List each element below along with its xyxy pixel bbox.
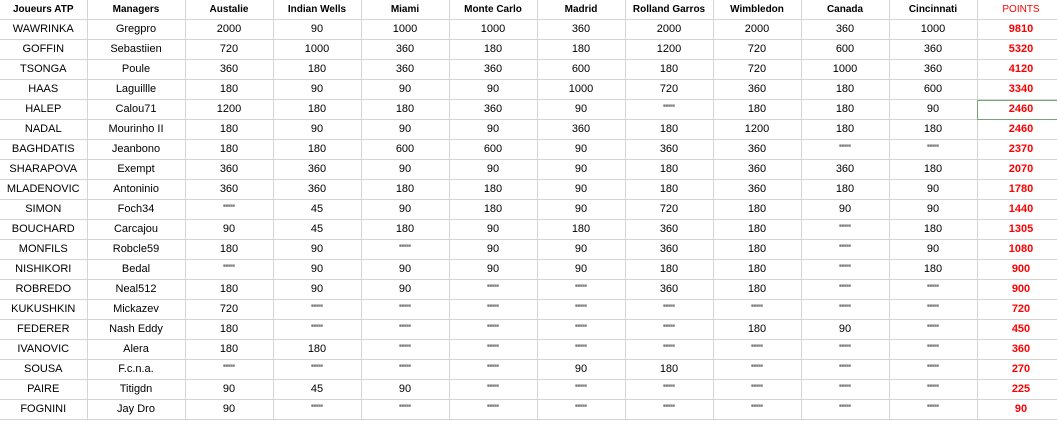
cell-player[interactable]: SOUSA: [0, 360, 87, 380]
cell-cincinnati[interactable]: 360: [889, 60, 977, 80]
cell-monte-carlo[interactable]: """: [449, 300, 537, 320]
cell-manager[interactable]: Exempt: [87, 160, 185, 180]
cell-miami[interactable]: 90: [361, 280, 449, 300]
cell-manager[interactable]: Neal512: [87, 280, 185, 300]
cell-manager[interactable]: Mickazev: [87, 300, 185, 320]
cell-miami[interactable]: """: [361, 320, 449, 340]
header-cell-roland-garros[interactable]: Rolland Garros: [625, 0, 713, 20]
cell-miami[interactable]: 360: [361, 40, 449, 60]
cell-indian-wells[interactable]: 360: [273, 180, 361, 200]
cell-madrid[interactable]: 90: [537, 160, 625, 180]
cell-player[interactable]: BOUCHARD: [0, 220, 87, 240]
header-cell-cincinnati[interactable]: Cincinnati: [889, 0, 977, 20]
header-cell-wimbledon[interactable]: Wimbledon: [713, 0, 801, 20]
cell-manager[interactable]: Jeanbono: [87, 140, 185, 160]
cell-player[interactable]: MLADENOVIC: [0, 180, 87, 200]
header-cell-points[interactable]: POINTS: [977, 0, 1057, 20]
cell-wimbledon[interactable]: 180: [713, 100, 801, 120]
cell-roland-garros[interactable]: """: [625, 300, 713, 320]
cell-manager[interactable]: Laguillle: [87, 80, 185, 100]
cell-wimbledon[interactable]: 180: [713, 320, 801, 340]
cell-australie[interactable]: 360: [185, 160, 273, 180]
cell-miami[interactable]: 1000: [361, 20, 449, 40]
cell-madrid[interactable]: 90: [537, 100, 625, 120]
cell-miami[interactable]: 180: [361, 100, 449, 120]
header-cell-miami[interactable]: Miami: [361, 0, 449, 20]
header-cell-player[interactable]: Joueurs ATP: [0, 0, 87, 20]
cell-wimbledon[interactable]: """: [713, 300, 801, 320]
cell-monte-carlo[interactable]: """: [449, 400, 537, 420]
cell-indian-wells[interactable]: """: [273, 360, 361, 380]
cell-madrid[interactable]: 180: [537, 40, 625, 60]
cell-cincinnati[interactable]: 180: [889, 260, 977, 280]
cell-manager[interactable]: F.c.n.a.: [87, 360, 185, 380]
cell-monte-carlo[interactable]: 90: [449, 120, 537, 140]
cell-australie[interactable]: 720: [185, 40, 273, 60]
table-row: [0, 220, 1057, 240]
cell-australie[interactable]: 1200: [185, 100, 273, 120]
cell-miami[interactable]: 180: [361, 220, 449, 240]
cell-madrid[interactable]: 90: [537, 240, 625, 260]
cell-indian-wells[interactable]: 360: [273, 160, 361, 180]
cell-wimbledon[interactable]: 1200: [713, 120, 801, 140]
header-cell-australie[interactable]: Austalie: [185, 0, 273, 20]
cell-canada[interactable]: """: [801, 220, 889, 240]
table-row: [0, 180, 1057, 200]
cell-points[interactable]: 720: [977, 300, 1057, 320]
cell-indian-wells[interactable]: 180: [273, 340, 361, 360]
cell-australie[interactable]: 90: [185, 400, 273, 420]
table-row: [0, 380, 1057, 400]
cell-points[interactable]: 2460: [977, 100, 1057, 120]
cell-points[interactable]: 900: [977, 260, 1057, 280]
cell-wimbledon[interactable]: 360: [713, 140, 801, 160]
table-row: [0, 80, 1057, 100]
cell-indian-wells[interactable]: 90: [273, 20, 361, 40]
cell-cincinnati[interactable]: """: [889, 280, 977, 300]
cell-monte-carlo[interactable]: """: [449, 320, 537, 340]
cell-roland-garros[interactable]: 180: [625, 260, 713, 280]
table-row: [0, 120, 1057, 140]
cell-player[interactable]: SHARAPOVA: [0, 160, 87, 180]
cell-player[interactable]: NISHIKORI: [0, 260, 87, 280]
cell-cincinnati[interactable]: 90: [889, 200, 977, 220]
cell-madrid[interactable]: 90: [537, 140, 625, 160]
header-cell-manager[interactable]: Managers: [87, 0, 185, 20]
cell-indian-wells[interactable]: 90: [273, 280, 361, 300]
cell-points[interactable]: 270: [977, 360, 1057, 380]
table-row: [0, 300, 1057, 320]
cell-points[interactable]: 3340: [977, 80, 1057, 100]
cell-player[interactable]: TSONGA: [0, 60, 87, 80]
cell-roland-garros[interactable]: """: [625, 380, 713, 400]
cell-canada[interactable]: """: [801, 400, 889, 420]
cell-madrid[interactable]: 600: [537, 60, 625, 80]
cell-monte-carlo[interactable]: 90: [449, 240, 537, 260]
cell-roland-garros[interactable]: 180: [625, 180, 713, 200]
cell-miami[interactable]: 90: [361, 80, 449, 100]
cell-manager[interactable]: Carcajou: [87, 220, 185, 240]
cell-australie[interactable]: """: [185, 260, 273, 280]
table-row: [0, 340, 1057, 360]
cell-points[interactable]: 450: [977, 320, 1057, 340]
cell-miami[interactable]: 90: [361, 380, 449, 400]
cell-monte-carlo[interactable]: 600: [449, 140, 537, 160]
table-row: [0, 260, 1057, 280]
table-row: [0, 140, 1057, 160]
cell-roland-garros[interactable]: 360: [625, 140, 713, 160]
cell-manager[interactable]: Foch34: [87, 200, 185, 220]
cell-wimbledon[interactable]: 360: [713, 180, 801, 200]
cell-cincinnati[interactable]: """: [889, 380, 977, 400]
cell-points[interactable]: 360: [977, 340, 1057, 360]
cell-cincinnati[interactable]: 360: [889, 40, 977, 60]
cell-madrid[interactable]: """: [537, 320, 625, 340]
cell-monte-carlo[interactable]: """: [449, 380, 537, 400]
cell-monte-carlo[interactable]: 90: [449, 220, 537, 240]
cell-player[interactable]: HALEP: [0, 100, 87, 120]
cell-roland-garros[interactable]: 720: [625, 80, 713, 100]
cell-player[interactable]: PAIRE: [0, 380, 87, 400]
cell-manager[interactable]: Poule: [87, 60, 185, 80]
cell-points[interactable]: 900: [977, 280, 1057, 300]
cell-miami[interactable]: """: [361, 360, 449, 380]
cell-cincinnati[interactable]: """: [889, 360, 977, 380]
cell-roland-garros[interactable]: 180: [625, 60, 713, 80]
cell-player[interactable]: KUKUSHKIN: [0, 300, 87, 320]
cell-wimbledon[interactable]: 720: [713, 60, 801, 80]
cell-points[interactable]: 1780: [977, 180, 1057, 200]
cell-points[interactable]: 1080: [977, 240, 1057, 260]
cell-madrid[interactable]: """: [537, 300, 625, 320]
cell-australie[interactable]: 180: [185, 320, 273, 340]
cell-canada[interactable]: 180: [801, 100, 889, 120]
cell-monte-carlo[interactable]: """: [449, 340, 537, 360]
cell-indian-wells[interactable]: 45: [273, 220, 361, 240]
cell-indian-wells[interactable]: 180: [273, 100, 361, 120]
cell-monte-carlo[interactable]: 1000: [449, 20, 537, 40]
cell-roland-garros[interactable]: 1200: [625, 40, 713, 60]
cell-roland-garros[interactable]: 2000: [625, 20, 713, 40]
cell-monte-carlo[interactable]: 90: [449, 160, 537, 180]
cell-wimbledon[interactable]: 360: [713, 80, 801, 100]
cell-madrid[interactable]: 360: [537, 20, 625, 40]
cell-madrid[interactable]: 1000: [537, 80, 625, 100]
cell-australie[interactable]: 180: [185, 80, 273, 100]
cell-points[interactable]: 2070: [977, 160, 1057, 180]
cell-canada[interactable]: """: [801, 360, 889, 380]
cell-canada[interactable]: 90: [801, 320, 889, 340]
cell-canada[interactable]: 360: [801, 160, 889, 180]
cell-madrid[interactable]: """: [537, 380, 625, 400]
cell-australie[interactable]: 2000: [185, 20, 273, 40]
cell-wimbledon[interactable]: 720: [713, 40, 801, 60]
cell-player[interactable]: NADAL: [0, 120, 87, 140]
table-row: [0, 40, 1057, 60]
cell-roland-garros[interactable]: 720: [625, 200, 713, 220]
cell-wimbledon[interactable]: 360: [713, 160, 801, 180]
cell-wimbledon[interactable]: """: [713, 400, 801, 420]
cell-monte-carlo[interactable]: 90: [449, 80, 537, 100]
cell-player[interactable]: FOGNINI: [0, 400, 87, 420]
cell-points[interactable]: 9810: [977, 20, 1057, 40]
table-row: [0, 280, 1057, 300]
cell-canada[interactable]: 360: [801, 20, 889, 40]
cell-manager[interactable]: Jay Dro: [87, 400, 185, 420]
cell-cincinnati[interactable]: """: [889, 140, 977, 160]
cell-miami[interactable]: 90: [361, 160, 449, 180]
cell-canada[interactable]: """: [801, 340, 889, 360]
cell-indian-wells[interactable]: 90: [273, 80, 361, 100]
cell-indian-wells[interactable]: 45: [273, 200, 361, 220]
cell-manager[interactable]: Alera: [87, 340, 185, 360]
cell-manager[interactable]: Calou71: [87, 100, 185, 120]
cell-australie[interactable]: 180: [185, 120, 273, 140]
table-row: [0, 360, 1057, 380]
cell-australie[interactable]: 360: [185, 180, 273, 200]
cell-cincinnati[interactable]: 180: [889, 220, 977, 240]
cell-roland-garros[interactable]: """: [625, 400, 713, 420]
cell-canada[interactable]: """: [801, 260, 889, 280]
cell-roland-garros[interactable]: 180: [625, 360, 713, 380]
table-row: [0, 20, 1057, 40]
cell-player[interactable]: ROBREDO: [0, 280, 87, 300]
table-row: [0, 240, 1057, 260]
cell-points[interactable]: 1440: [977, 200, 1057, 220]
cell-manager[interactable]: Gregpro: [87, 20, 185, 40]
cell-miami[interactable]: 360: [361, 60, 449, 80]
cell-madrid[interactable]: """: [537, 340, 625, 360]
cell-australie[interactable]: """: [185, 360, 273, 380]
cell-australie[interactable]: 180: [185, 280, 273, 300]
cell-miami[interactable]: 90: [361, 200, 449, 220]
cell-monte-carlo[interactable]: 90: [449, 260, 537, 280]
cell-player[interactable]: SIMON: [0, 200, 87, 220]
cell-points[interactable]: 5320: [977, 40, 1057, 60]
cell-manager[interactable]: Sebastiien: [87, 40, 185, 60]
table-row: [0, 100, 1057, 120]
table-row: [0, 200, 1057, 220]
cell-indian-wells[interactable]: 90: [273, 120, 361, 140]
cell-madrid[interactable]: 90: [537, 360, 625, 380]
cell-australie[interactable]: 180: [185, 240, 273, 260]
cell-roland-garros[interactable]: """: [625, 100, 713, 120]
table-row: [0, 320, 1057, 340]
cell-manager[interactable]: Antoninio: [87, 180, 185, 200]
cell-monte-carlo[interactable]: 180: [449, 180, 537, 200]
cell-player[interactable]: WAWRINKA: [0, 20, 87, 40]
cell-madrid[interactable]: 90: [537, 200, 625, 220]
cell-miami[interactable]: 90: [361, 260, 449, 280]
cell-monte-carlo[interactable]: 180: [449, 40, 537, 60]
header-cell-canada[interactable]: Canada: [801, 0, 889, 20]
cell-australie[interactable]: 180: [185, 140, 273, 160]
cell-points[interactable]: 1305: [977, 220, 1057, 240]
table-row: [0, 400, 1057, 420]
cell-wimbledon[interactable]: 180: [713, 240, 801, 260]
header-row: [0, 0, 1057, 20]
cell-points[interactable]: 2370: [977, 140, 1057, 160]
cell-australie[interactable]: """: [185, 200, 273, 220]
cell-madrid[interactable]: 360: [537, 120, 625, 140]
cell-player[interactable]: FEDERER: [0, 320, 87, 340]
cell-roland-garros[interactable]: """: [625, 340, 713, 360]
cell-canada[interactable]: 180: [801, 120, 889, 140]
cell-manager[interactable]: Titigdn: [87, 380, 185, 400]
cell-indian-wells[interactable]: 45: [273, 380, 361, 400]
cell-miami[interactable]: 600: [361, 140, 449, 160]
cell-wimbledon[interactable]: 2000: [713, 20, 801, 40]
cell-indian-wells[interactable]: 180: [273, 140, 361, 160]
cell-indian-wells[interactable]: 90: [273, 260, 361, 280]
cell-madrid[interactable]: 180: [537, 220, 625, 240]
cell-indian-wells[interactable]: 1000: [273, 40, 361, 60]
cell-player[interactable]: GOFFIN: [0, 40, 87, 60]
cell-indian-wells[interactable]: 90: [273, 240, 361, 260]
cell-canada[interactable]: 90: [801, 200, 889, 220]
cell-monte-carlo[interactable]: """: [449, 360, 537, 380]
cell-indian-wells[interactable]: """: [273, 400, 361, 420]
cell-miami[interactable]: """: [361, 300, 449, 320]
cell-canada[interactable]: """: [801, 240, 889, 260]
cell-canada[interactable]: """: [801, 140, 889, 160]
cell-indian-wells[interactable]: """: [273, 320, 361, 340]
header-cell-monte-carlo[interactable]: Monte Carlo: [449, 0, 537, 20]
cell-cincinnati[interactable]: 600: [889, 80, 977, 100]
cell-australie[interactable]: 720: [185, 300, 273, 320]
cell-cincinnati[interactable]: 90: [889, 180, 977, 200]
table-body: [0, 20, 1057, 420]
cell-points[interactable]: 90: [977, 400, 1057, 420]
cell-canada[interactable]: 600: [801, 40, 889, 60]
cell-miami[interactable]: 90: [361, 120, 449, 140]
cell-canada[interactable]: 180: [801, 180, 889, 200]
cell-manager[interactable]: Mourinho II: [87, 120, 185, 140]
cell-cincinnati[interactable]: 90: [889, 240, 977, 260]
header-cell-indian-wells[interactable]: Indian Wells: [273, 0, 361, 20]
cell-roland-garros[interactable]: 360: [625, 280, 713, 300]
cell-cincinnati[interactable]: 180: [889, 160, 977, 180]
cell-madrid[interactable]: 90: [537, 260, 625, 280]
cell-canada[interactable]: """: [801, 300, 889, 320]
cell-canada[interactable]: 180: [801, 80, 889, 100]
cell-points[interactable]: 225: [977, 380, 1057, 400]
cell-canada[interactable]: 1000: [801, 60, 889, 80]
cell-miami[interactable]: 180: [361, 180, 449, 200]
cell-manager[interactable]: Nash Eddy: [87, 320, 185, 340]
header-cell-madrid[interactable]: Madrid: [537, 0, 625, 20]
cell-wimbledon[interactable]: """: [713, 340, 801, 360]
cell-australie[interactable]: 360: [185, 60, 273, 80]
cell-canada[interactable]: """: [801, 380, 889, 400]
table-row: [0, 60, 1057, 80]
cell-roland-garros[interactable]: 360: [625, 220, 713, 240]
cell-points[interactable]: 4120: [977, 60, 1057, 80]
cell-wimbledon[interactable]: 180: [713, 220, 801, 240]
cell-cincinnati[interactable]: """: [889, 340, 977, 360]
cell-player[interactable]: BAGHDATIS: [0, 140, 87, 160]
cell-monte-carlo[interactable]: 180: [449, 200, 537, 220]
cell-madrid[interactable]: """: [537, 400, 625, 420]
cell-wimbledon[interactable]: """: [713, 380, 801, 400]
cell-indian-wells[interactable]: """: [273, 300, 361, 320]
cell-roland-garros[interactable]: 360: [625, 240, 713, 260]
cell-manager[interactable]: Robcle59: [87, 240, 185, 260]
cell-australie[interactable]: 90: [185, 380, 273, 400]
cell-miami[interactable]: """: [361, 240, 449, 260]
cell-roland-garros[interactable]: 180: [625, 160, 713, 180]
cell-madrid[interactable]: """: [537, 280, 625, 300]
cell-monte-carlo[interactable]: 360: [449, 60, 537, 80]
table-row: [0, 160, 1057, 180]
cell-cincinnati[interactable]: 90: [889, 100, 977, 120]
cell-manager[interactable]: Bedal: [87, 260, 185, 280]
cell-wimbledon[interactable]: 180: [713, 260, 801, 280]
cell-player[interactable]: MONFILS: [0, 240, 87, 260]
cell-canada[interactable]: """: [801, 280, 889, 300]
cell-miami[interactable]: """: [361, 400, 449, 420]
cell-player[interactable]: IVANOVIC: [0, 340, 87, 360]
cell-player[interactable]: HAAS: [0, 80, 87, 100]
cell-wimbledon[interactable]: 180: [713, 200, 801, 220]
cell-monte-carlo[interactable]: 360: [449, 100, 537, 120]
cell-cincinnati[interactable]: """: [889, 400, 977, 420]
cell-cincinnati[interactable]: """: [889, 320, 977, 340]
cell-roland-garros[interactable]: 180: [625, 120, 713, 140]
cell-points[interactable]: 2460: [977, 120, 1057, 140]
cell-australie[interactable]: 180: [185, 340, 273, 360]
cell-monte-carlo[interactable]: """: [449, 280, 537, 300]
cell-wimbledon[interactable]: 180: [713, 280, 801, 300]
cell-cincinnati[interactable]: 180: [889, 120, 977, 140]
cell-cincinnati[interactable]: """: [889, 300, 977, 320]
cell-miami[interactable]: """: [361, 340, 449, 360]
cell-roland-garros[interactable]: """: [625, 320, 713, 340]
cell-madrid[interactable]: 90: [537, 180, 625, 200]
cell-cincinnati[interactable]: 1000: [889, 20, 977, 40]
cell-indian-wells[interactable]: 180: [273, 60, 361, 80]
cell-wimbledon[interactable]: """: [713, 360, 801, 380]
cell-australie[interactable]: 90: [185, 220, 273, 240]
